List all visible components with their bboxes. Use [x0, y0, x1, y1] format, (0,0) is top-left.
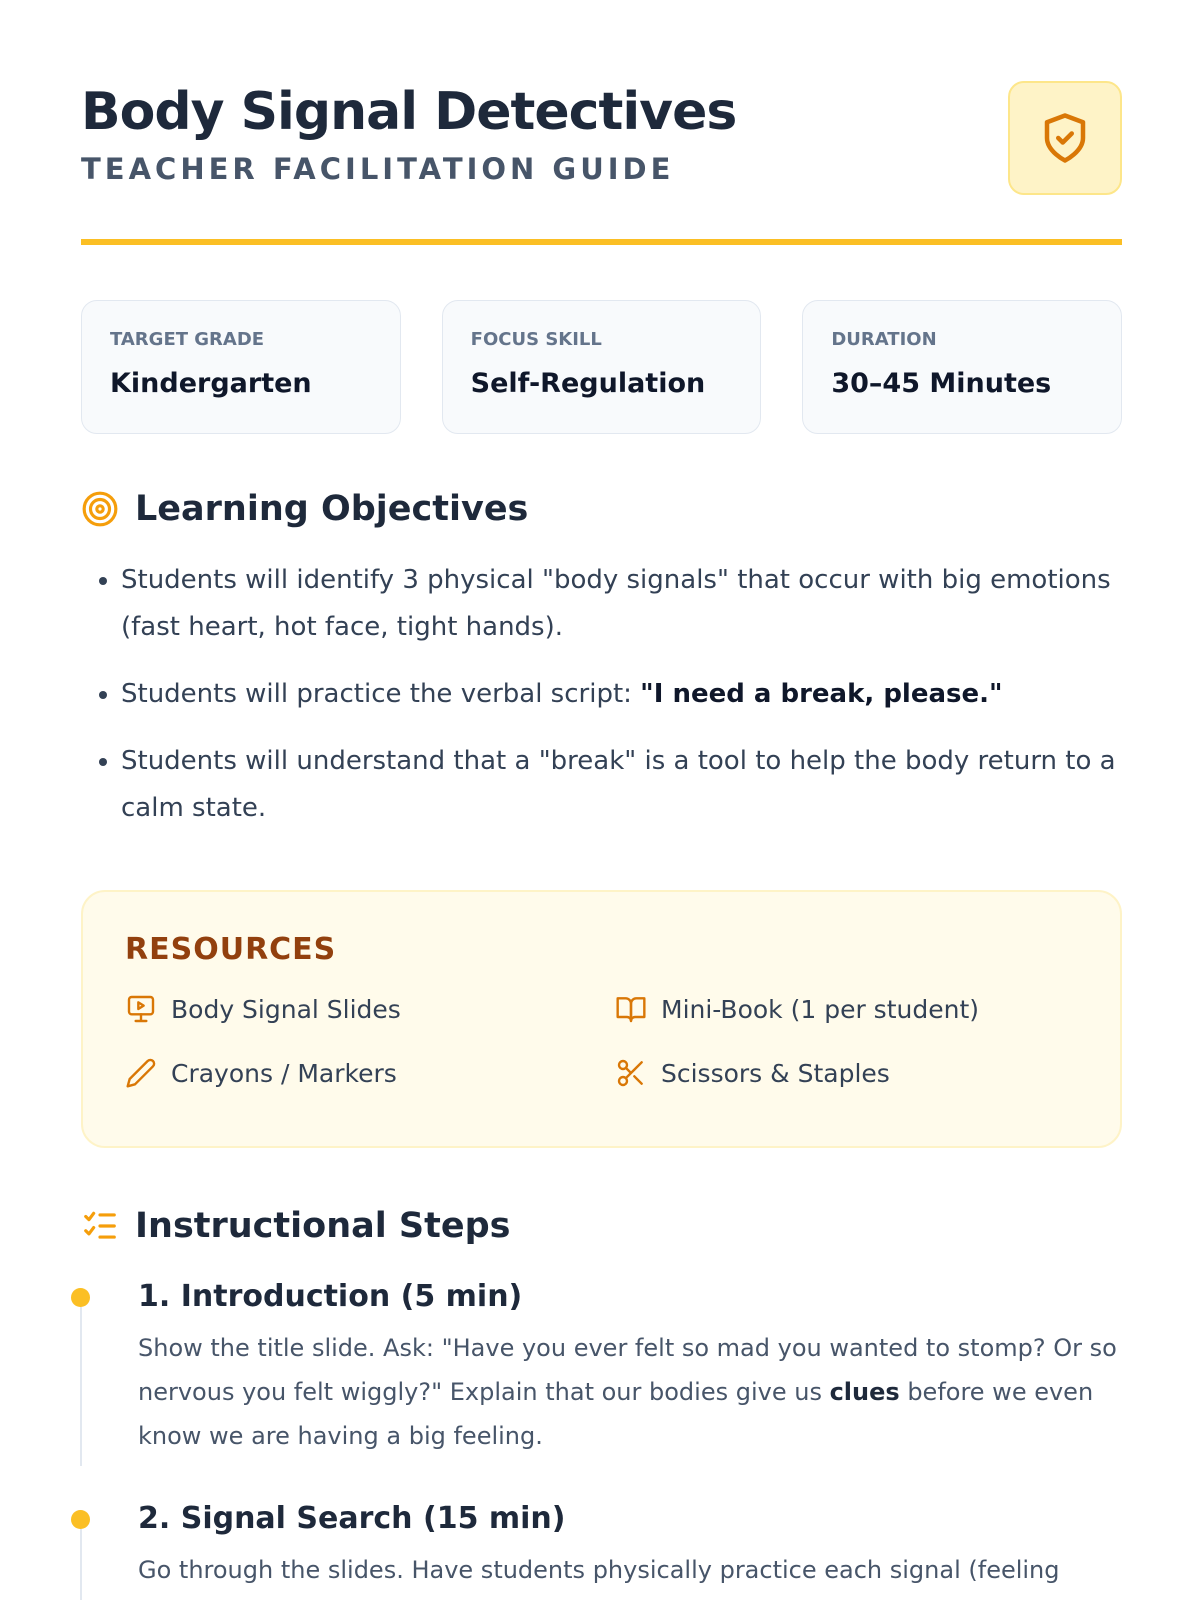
- card-label: TARGET GRADE: [110, 329, 265, 350]
- resource-label: Scissors & Staples: [661, 1058, 890, 1088]
- resource-item: [125, 993, 615, 1025]
- list-item: [121, 671, 1122, 718]
- info-card-skill: [442, 300, 762, 434]
- step-emphasis: clues: [829, 1378, 900, 1406]
- objective-text: Students will identify 3 physical "body signals" that occur with big emotions (fast heart, hot face, tight hands).: [121, 565, 1111, 642]
- page-title: Body Signal Detectives: [81, 82, 737, 142]
- shield-check-icon: [1038, 108, 1092, 168]
- card-value: 30–45 Minutes: [831, 368, 1052, 399]
- info-cards: [81, 300, 1122, 434]
- steps-timeline: [81, 1276, 1122, 1592]
- resource-label: Body Signal Slides: [171, 994, 401, 1024]
- timeline-line: [80, 1529, 82, 1600]
- step-body: [138, 1548, 1122, 1592]
- resource-label: Crayons / Markers: [171, 1058, 397, 1088]
- step-item: [81, 1276, 1122, 1458]
- objective-script: "I need a break, please.": [640, 679, 1003, 709]
- timeline-line: [80, 1307, 82, 1466]
- presentation-icon: [125, 993, 157, 1025]
- header-divider: [81, 239, 1122, 245]
- timeline-dot: [71, 1510, 90, 1529]
- step-text: Go through the slides. Have students physically practice each signal (feeling: [138, 1556, 1060, 1584]
- objectives-heading: [81, 489, 1122, 529]
- resources-title: RESOURCES: [125, 932, 337, 967]
- section-title: Learning Objectives: [135, 489, 529, 529]
- target-icon: [81, 490, 119, 528]
- steps-heading: [81, 1206, 1122, 1246]
- pencil-icon: [125, 1057, 157, 1089]
- step-title: 2. Signal Search (15 min): [138, 1501, 566, 1536]
- section-title: Instructional Steps: [135, 1206, 511, 1246]
- list-item: [121, 738, 1122, 832]
- timeline-dot: [71, 1288, 90, 1307]
- scissors-icon: [615, 1057, 647, 1089]
- badge: [1008, 81, 1122, 195]
- card-label: FOCUS SKILL: [470, 329, 602, 350]
- card-value: Kindergarten: [110, 368, 312, 399]
- step-title: 1. Introduction (5 min): [138, 1279, 523, 1314]
- page-subtitle: TEACHER FACILITATION GUIDE: [81, 152, 675, 186]
- resource-item: [125, 1057, 615, 1089]
- info-card-grade: [81, 300, 401, 434]
- list-checks-icon: [81, 1207, 119, 1245]
- step-body: [138, 1326, 1122, 1458]
- resource-item: [615, 1057, 1078, 1089]
- objectives-list: [81, 557, 1122, 832]
- card-label: DURATION: [831, 329, 937, 350]
- card-value: Self-Regulation: [470, 368, 706, 399]
- step-text: Show the title slide. Ask: "Have you ever felt so mad you wanted to stomp? Or so nervous you felt wiggly?" Explain that our bodies give us: [138, 1334, 1117, 1406]
- resource-item: [615, 993, 1078, 1025]
- step-item: [81, 1498, 1122, 1592]
- resources-box: [81, 890, 1122, 1148]
- info-card-duration: [802, 300, 1122, 434]
- objective-text: Students will practice the verbal script:: [121, 679, 641, 709]
- step-text: before we even know we are having a big feeling.: [138, 1378, 1094, 1450]
- header: [81, 0, 1122, 235]
- resource-label: Mini-Book (1 per student): [661, 994, 980, 1024]
- list-item: [121, 557, 1122, 651]
- objective-text: Students will understand that a "break" is a tool to help the body return to a calm state.: [121, 746, 1116, 823]
- book-open-icon: [615, 993, 647, 1025]
